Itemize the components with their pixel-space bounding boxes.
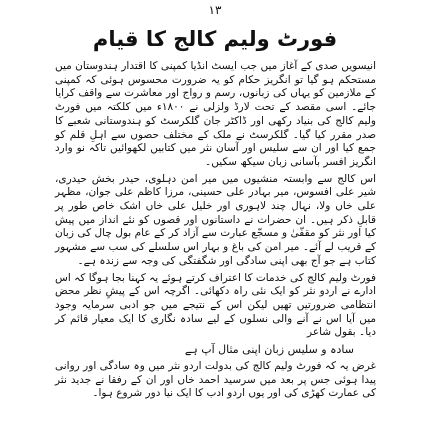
body-text [55,60,376,401]
paragraph: اس کالج سے وابستہ منشیوں میں میر امن دہلوی، حیدر بخش حیدری، شیر علی افسوس، میر بہادر علی حسینی، مرزا کاظم علی جوان، مظہر علی خاں ولا، نہال چند لاہوری اور خلیل علی خاں اشک خاص طور پر قابلِ ذکر ہیں۔ ان حضرات نے داستانوں اور قصوں کو نئے انداز میں پیش کیا اور نثر کو مقفّیٰ و مسجّع عبارت سے آزاد کر کے عام بول چال کی زبان کے قریب لے آئے۔ میر امن کی باغ و بہار اس سلسلے کی سب سے مشہور کتاب ہے جو آج بھی اپنی سادگی اور شگفتگی کی وجہ سے زندہ ہے۔ [55,172,376,267]
paragraph: غرض یہ کہ فورٹ ولیم کالج کی بدولت اردو نثر میں وہ سادگی اور روانی پیدا ہوئی جس پر بعد میں سرسید احمد خاں اور ان کے رفقا نے جدید نثر کی عمارت کھڑی کی اور یوں اردو ادب کا ایک نیا دور شروع ہوا۔ [55,360,376,400]
verse-line: سادہ و سلیس زبان اپنی مثال آپ ہے [184,343,354,357]
paragraph: انیسویں صدی کے آغاز میں جب ایسٹ انڈیا کمپنی کا اقتدار ہندوستان میں مستحکم ہو گیا تو انگریز حکام کو یہ ضرورت محسوس ہوئی کہ کمپنی کے ملازمین کو یہاں کی زبانوں، رسم و رواج اور معاشرت سے واقف کرایا جائے۔ اسی مقصد کے تحت لارڈ ولزلی نے ۱۸۰۰ء میں کلکتہ میں فورٹ ولیم کالج کی بنیاد رکھی اور ڈاکٹر جان گلکرسٹ کو ہندوستانی شعبے کا صدر مقرر کیا گیا۔ گلکرسٹ نے ملک کے مختلف حصوں سے اہلِ قلم کو جمع کیا اور ان سے سلیس اور آسان نثر میں کتابیں لکھوائیں تاکہ نو وارد انگریز افسر بآسانی زبان سیکھ سکیں۔ [55,60,376,168]
chapter-heading: فورٹ ولیم کالج کا قیام [92,27,338,51]
paragraph: فورٹ ولیم کالج کی خدمات کا اعتراف کرتے ہوئے یہ کہنا بجا ہوگا کہ اس ادارے نے اردو نثر کو ایک نئی راہ دکھائی۔ اگرچہ اس کے پیشِ نظر محض انتظامی ضرورتیں تھیں لیکن اس کے نتیجے میں جو ادبی سرمایہ وجود میں آیا اس نے آنے والی نسلوں کے لیے سادہ نگاری کا ایک معیار قائم کر دیا۔ بقول شاعر [55,271,376,339]
page-number: ۱۳ [208,3,222,17]
